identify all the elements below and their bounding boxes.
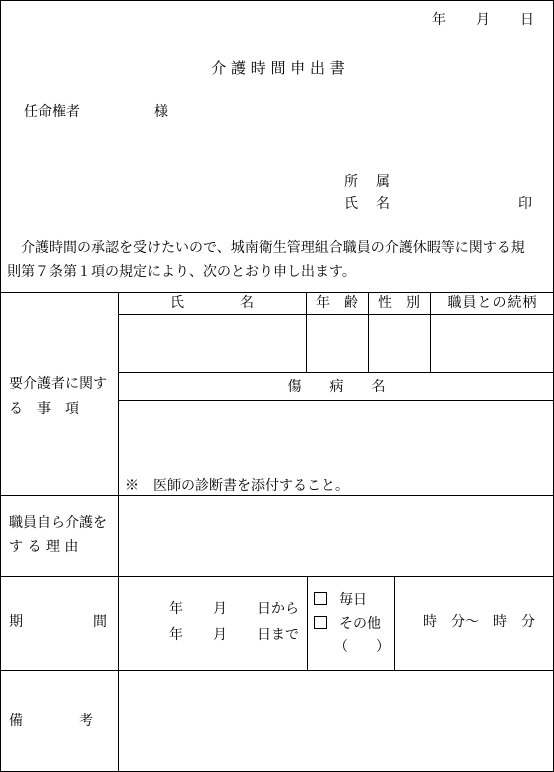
form-title: 介 護 時 間 申 出 書	[211, 59, 345, 77]
other-checkbox[interactable]	[314, 616, 327, 629]
medical-certificate-note: ※ 医師の診断書を添付すること。	[125, 478, 349, 494]
col-header-relation: 職員との続柄	[447, 295, 538, 311]
other-label: その他	[339, 616, 381, 632]
table-top-border	[1, 292, 554, 293]
to-year: 年	[169, 627, 183, 643]
reason-label-1: 職員自ら介護を	[9, 515, 107, 531]
recipient-age-field[interactable]	[307, 315, 367, 371]
recipient-name-field[interactable]	[119, 315, 305, 371]
care-recipient-label-1: 要介護者に関す	[9, 376, 107, 392]
to-month: 月	[213, 627, 227, 643]
applicant-name-label: 氏 名	[344, 196, 392, 212]
remarks-field[interactable]	[119, 671, 554, 771]
col-header-gender: 性 別	[378, 295, 420, 311]
daily-checkbox[interactable]	[314, 592, 327, 605]
intro-line-1: 介護時間の承認を受けたいので、城南衛生管理組合職員の介護休暇等に関する規	[7, 240, 525, 256]
addressee-label: 任命権者	[24, 104, 80, 120]
care-data-row-border	[118, 372, 554, 373]
from-year: 年	[169, 601, 183, 617]
addressee-honorific: 様	[154, 104, 168, 120]
period-dates-divider	[307, 576, 308, 670]
daily-label: 毎日	[339, 592, 367, 608]
recipient-relation-field[interactable]	[431, 315, 554, 371]
care-recipient-label-2: る 事 項	[9, 401, 79, 417]
intro-line-2: 則第７条第１項の規定により、次のとおり申し出ます。	[7, 264, 356, 280]
reason-field[interactable]	[119, 496, 554, 575]
period-top-border	[1, 576, 554, 577]
affiliation-label: 所 属	[344, 174, 392, 190]
time-range: 時 分～ 時 分	[423, 614, 535, 630]
option-daily[interactable]	[314, 592, 367, 607]
illness-field[interactable]	[119, 401, 554, 471]
to-suffix: 日まで	[257, 627, 299, 643]
col-header-name: 氏 名	[170, 295, 254, 311]
other-paren: （ ）	[334, 639, 390, 655]
remarks-label: 備 考	[9, 713, 93, 729]
date-month: 月	[476, 12, 490, 28]
reason-label-2: す る 理 由	[9, 539, 79, 555]
period-label: 期 間	[9, 614, 107, 630]
illness-header: 傷 病 名	[287, 379, 386, 395]
option-other[interactable]	[314, 616, 381, 631]
from-month: 月	[213, 601, 227, 617]
date-day: 日	[520, 12, 534, 28]
period-options-divider	[394, 576, 395, 670]
from-suffix: 日から	[257, 601, 299, 617]
col-header-age: 年 齢	[316, 295, 358, 311]
date-year: 年	[432, 12, 446, 28]
recipient-gender-field[interactable]	[369, 315, 429, 371]
seal-mark: 印	[518, 196, 532, 212]
